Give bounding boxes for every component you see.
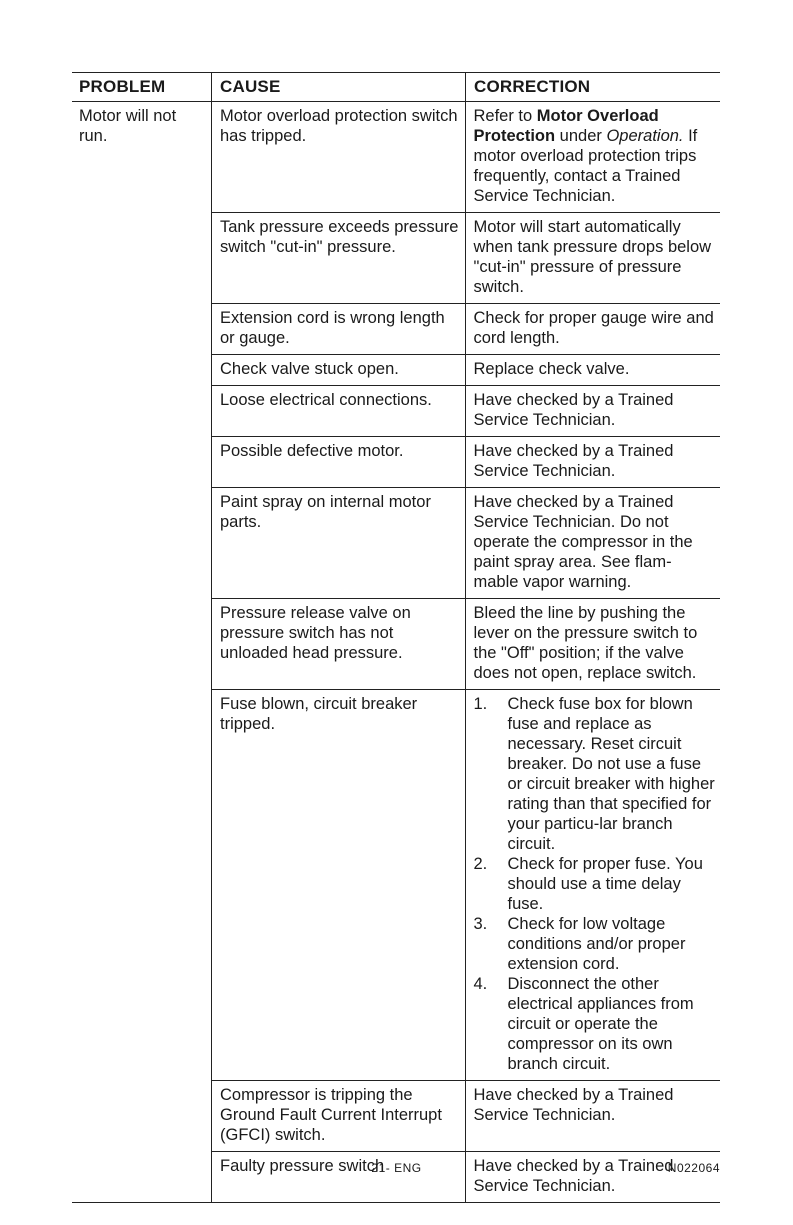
step-item: 1. Check fuse box for blown fuse and replace as necessary. Reset circuit breaker. Do not use a fuse or circuit breaker with higher rating than that specified for your particu-lar branch circuit. (473, 695, 715, 853)
table-row (212, 690, 720, 1081)
correction-text: Have checked by a Trained Service Technician. (473, 1157, 674, 1195)
table-row (212, 213, 720, 304)
cause-text: Compressor is tripping the Ground Fault Current Interrupt (GFCI) switch. (220, 1086, 442, 1144)
table-row (212, 599, 720, 690)
step-item: 3. Check for low voltage conditions and/or proper extension cord. (473, 915, 686, 973)
cause-text: Tank pressure exceeds pressure switch "cut-in" pressure. (220, 218, 459, 256)
cause-text: Check valve stuck open. (220, 360, 399, 378)
header-problem: PROBLEM (79, 77, 166, 96)
cause-text: Fuse blown, circuit breaker tripped. (220, 695, 418, 733)
correction-text: Have checked by a Trained Service Technician. Do not operate the compressor in the paint spray area. See flam-mable vapor warning. (473, 493, 693, 591)
table-row (212, 1081, 720, 1152)
troubleshooting-table (72, 72, 720, 1203)
cause-text: Paint spray on internal motor parts. (220, 493, 431, 531)
document-code: N022064 (667, 1161, 720, 1175)
table-row (212, 102, 720, 213)
table-row (212, 355, 720, 386)
table-row (212, 437, 720, 488)
cause-text: Extension cord is wrong length or gauge. (220, 309, 445, 347)
table-row (212, 488, 720, 599)
cause-text: Possible defective motor. (220, 442, 404, 460)
header-correction: CORRECTION (465, 73, 720, 101)
correction-text: Have checked by a Trained Service Technician. (473, 1086, 674, 1124)
table-row (212, 1152, 720, 1202)
correction-steps (474, 694, 717, 1074)
step-item: 4. Disconnect the other electrical appliances from circuit or operate the compressor on its own branch circuit. (473, 975, 694, 1073)
problem-cell (72, 102, 211, 1202)
cause-text: Faulty pressure switch (220, 1157, 385, 1175)
correction-text: Have checked by a Trained Service Technician. (473, 442, 674, 480)
table-header (72, 72, 720, 102)
page-number: 21- ENG (371, 1161, 422, 1175)
header-cause: CAUSE (211, 73, 465, 101)
correction-text: Have checked by a Trained Service Technician. (473, 391, 674, 429)
problem-text: Motor will not run. (79, 107, 177, 145)
correction-text: Refer to Motor Overload Protection under Operation. If motor overload protection trips frequently, contact a Trained Service Technician. (473, 107, 698, 205)
cause-correction-column (211, 102, 720, 1202)
cause-text: Loose electrical connections. (220, 391, 432, 409)
cause-text: Pressure release valve on pressure switch has not unloaded head pressure. (220, 604, 411, 662)
table-row (212, 304, 720, 355)
correction-text: Motor will start automatically when tank pressure drops below "cut-in" pressure of pressure switch. (473, 218, 712, 296)
cause-text: Motor overload protection switch has tripped. (220, 107, 458, 145)
correction-text: Check for proper gauge wire and cord length. (473, 309, 714, 347)
correction-text: Replace check valve. (473, 360, 630, 378)
correction-text: Bleed the line by pushing the lever on the pressure switch to the "Off" position; if the valve does not open, replace switch. (473, 604, 698, 682)
table-row (212, 386, 720, 437)
table-body (72, 102, 720, 1203)
step-item: 2. Check for proper fuse. You should use a time delay fuse. (473, 855, 703, 913)
